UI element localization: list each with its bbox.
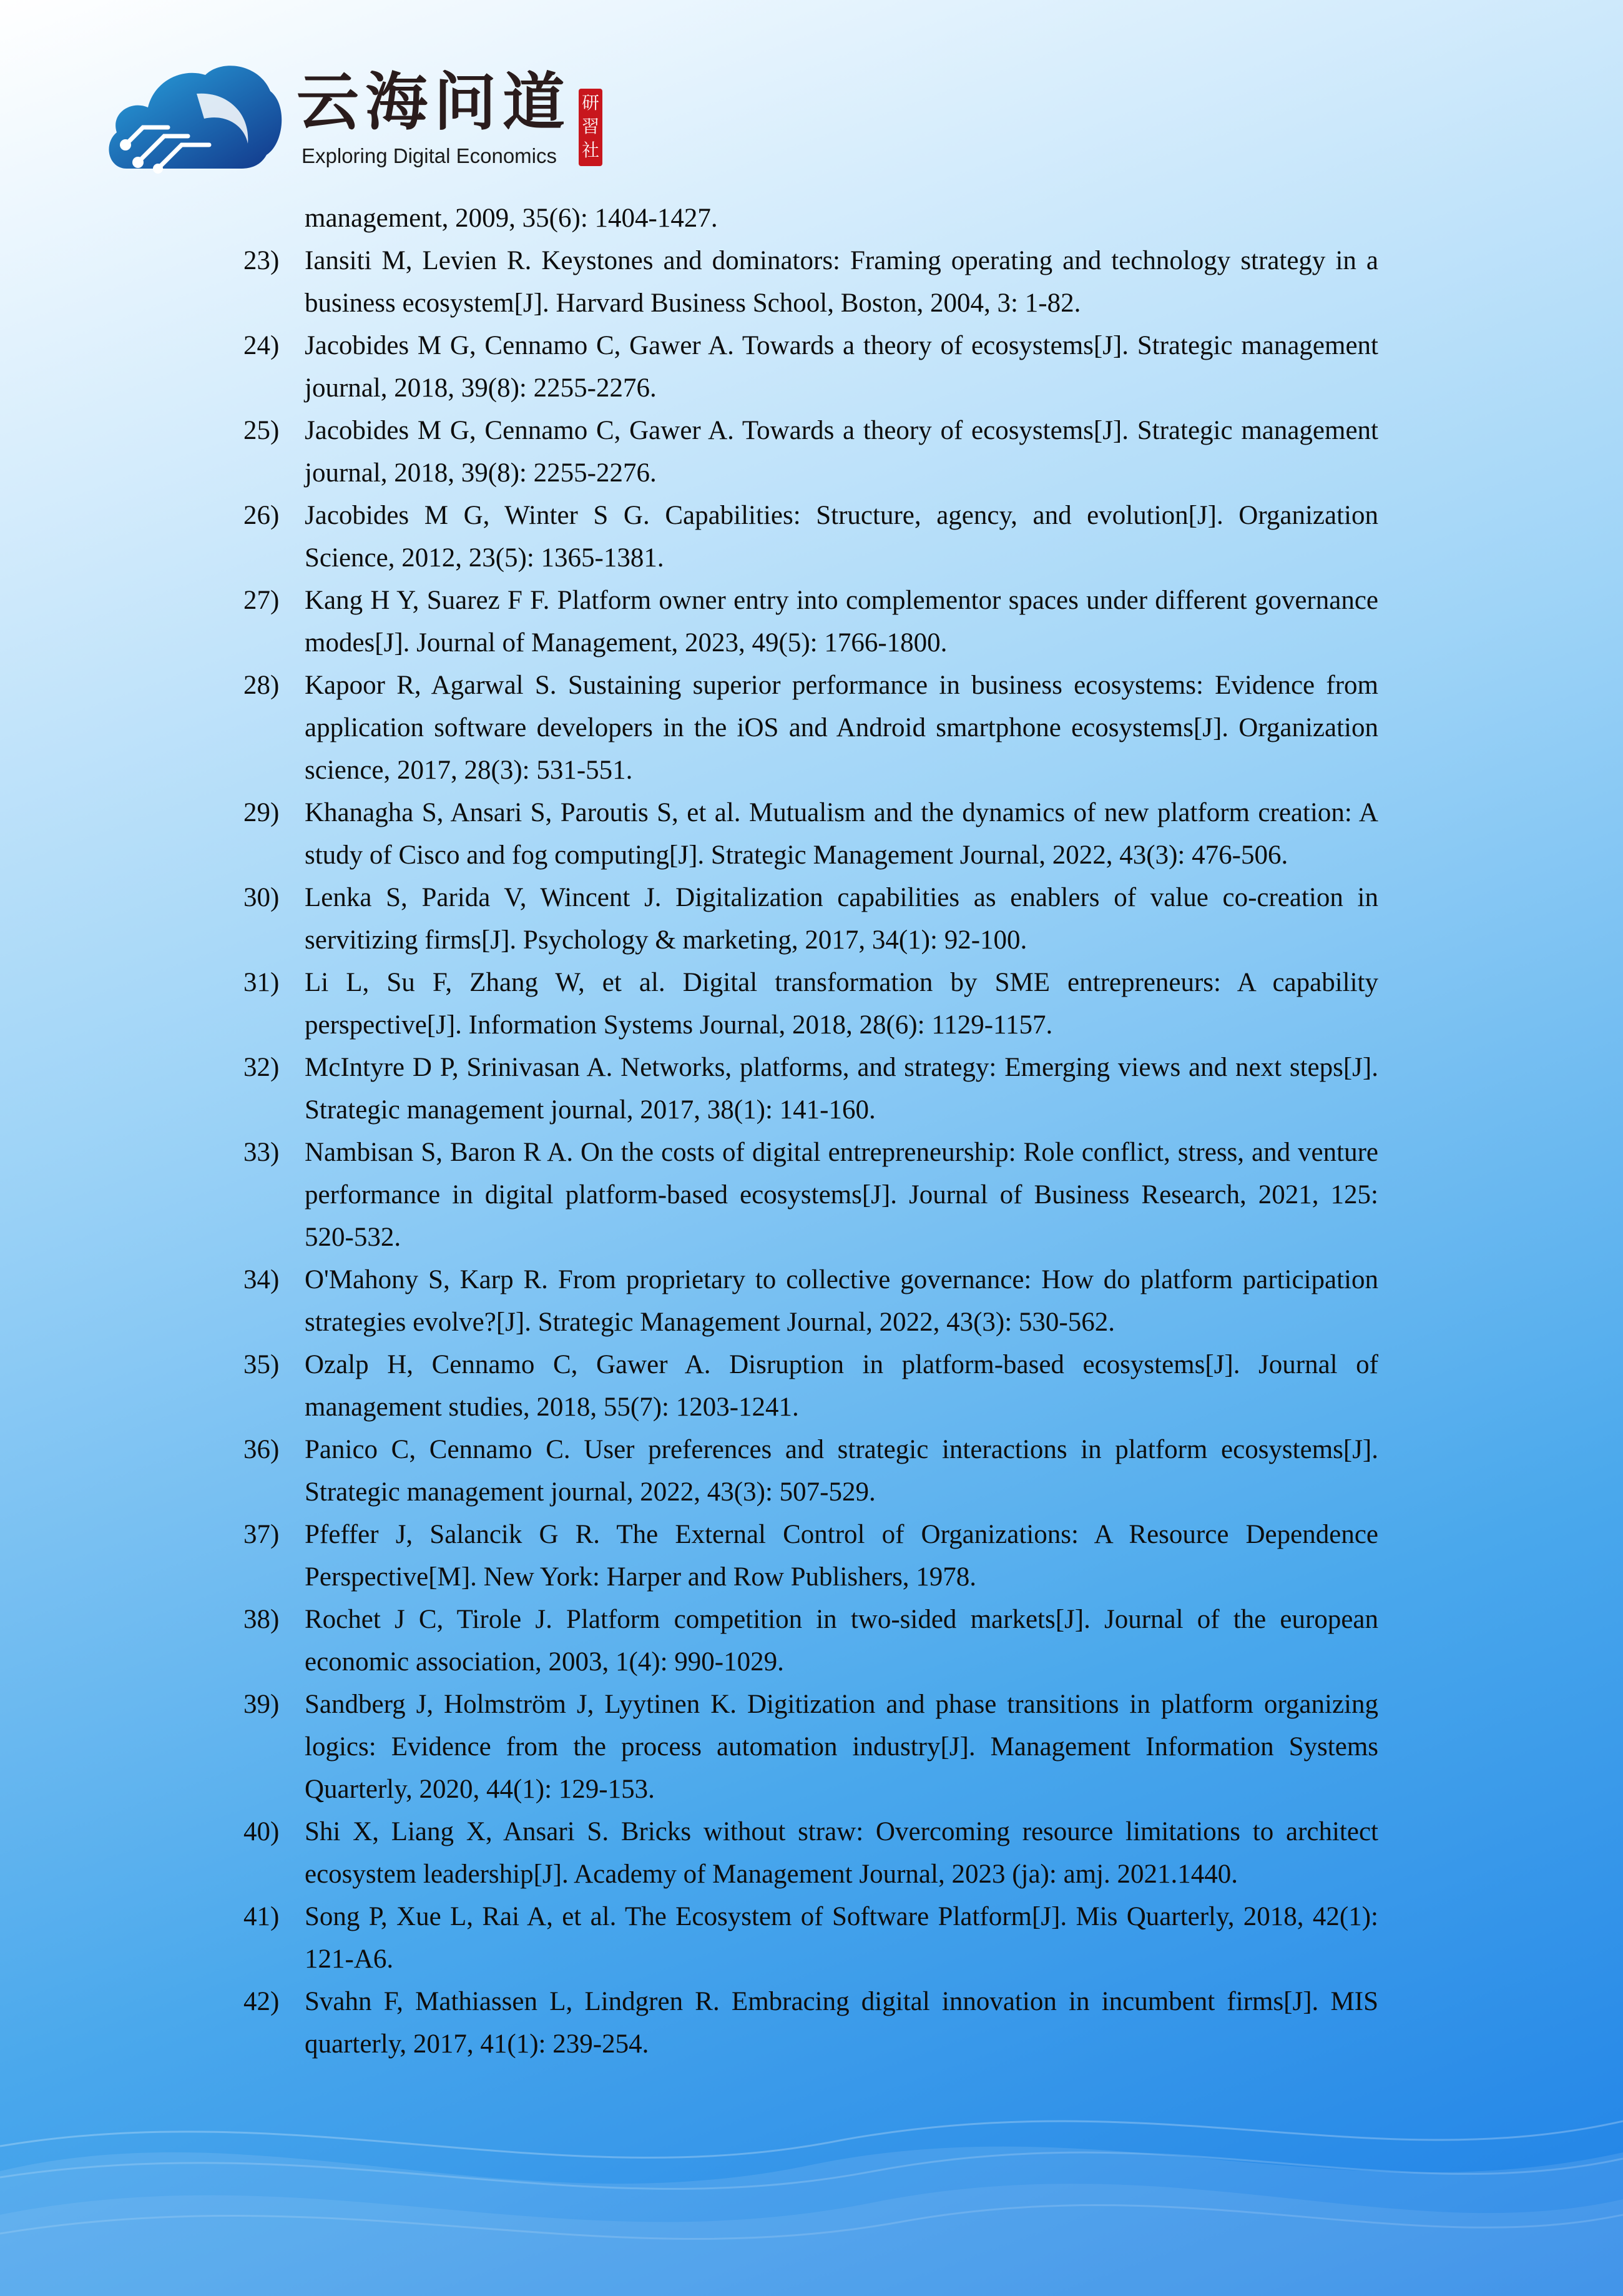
reference-text: Kapoor R, Agarwal S. Sustaining superior performance in business ecosystems: Evidence from application software developers in the iOS and Android smartphone ecosystems[J]. Organization science, 2017, 28(3): 531-551. xyxy=(305,671,1378,785)
reference-text: Li L, Su F, Zhang W, et al. Digital transformation by SME entrepreneurs: A capability perspective[J]. Information Systems Journal, 2018, 28(6): 1129-1157. xyxy=(305,968,1378,1040)
reference-number: 38) xyxy=(243,1605,280,1634)
reference-item xyxy=(0,792,1623,877)
reference-text: O'Mahony S, Karp R. From proprietary to collective governance: How do platform participation strategies evolve?[J]. Strategic Management Journal, 2022, 43(3): 530-562. xyxy=(305,1265,1378,1337)
reference-number: 40) xyxy=(243,1817,280,1846)
reference-text: Panico C, Cennamo C. User preferences and strategic interactions in platform ecosystems[J]. Strategic management journal, 2022, 43(3): 507-529. xyxy=(305,1435,1378,1507)
reference-item xyxy=(0,664,1623,792)
reference-number: 37) xyxy=(243,1520,280,1549)
reference-item xyxy=(0,1981,1623,2066)
reference-text: Jacobides M G, Winter S G. Capabilities: Structure, agency, and evolution[J]. Organization Science, 2012, 23(5): 1365-1381. xyxy=(305,501,1378,573)
logo xyxy=(103,56,621,175)
reference-item xyxy=(0,410,1623,495)
reference-number: 42) xyxy=(243,1987,280,2016)
reference-item xyxy=(0,1599,1623,1683)
reference-number: 25) xyxy=(243,416,280,445)
reference-item xyxy=(0,1683,1623,1811)
reference-number: 27) xyxy=(243,586,280,615)
reference-text: Khanagha S, Ansari S, Paroutis S, et al. Mutualism and the dynamics of new platform creation: A study of Cisco and fog computing[J]. Strategic Management Journal, 2022, 43(3): 476-506. xyxy=(305,798,1378,870)
reference-text: McIntyre D P, Srinivasan A. Networks, platforms, and strategy: Emerging views and next steps[J]. Strategic management journal, 2017, 38(1): 141-160. xyxy=(305,1053,1378,1125)
reference-text: Sandberg J, Holmström J, Lyytinen K. Digitization and phase transitions in platform organizing logics: Evidence from the process automation industry[J]. Management Information Systems Quarterly, 2020, 44(1): 129-153. xyxy=(305,1690,1378,1804)
reference-number: 33) xyxy=(243,1138,280,1167)
reference-item xyxy=(0,1344,1623,1429)
cloud-circuit-icon xyxy=(103,56,284,175)
reference-text: Pfeffer J, Salancik G R. The External Control of Organizations: A Resource Dependence Perspective[M]. New York: Harper and Row Publishers, 1978. xyxy=(305,1520,1378,1592)
reference-number: 26) xyxy=(243,501,280,530)
reference-item xyxy=(0,1811,1623,1896)
reference-number: 28) xyxy=(243,671,280,700)
reference-item xyxy=(0,240,1623,325)
reference-number: 30) xyxy=(243,883,280,912)
reference-number: 36) xyxy=(243,1435,280,1464)
seal-stamp xyxy=(579,89,602,166)
reference-text: Song P, Xue L, Rai A, et al. The Ecosystem of Software Platform[J]. Mis Quarterly, 2018, 42(1): 121-A6. xyxy=(305,1902,1378,1974)
reference-item xyxy=(0,1259,1623,1344)
reference-text: Svahn F, Mathiassen L, Lindgren R. Embracing digital innovation in incumbent firms[J]. MIS quarterly, 2017, 41(1): 239-254. xyxy=(305,1987,1378,2059)
reference-item xyxy=(0,579,1623,664)
reference-text: management, 2009, 35(6): 1404-1427. xyxy=(305,204,718,233)
reference-item xyxy=(0,495,1623,579)
reference-number: 31) xyxy=(243,968,280,997)
reference-text: Nambisan S, Baron R A. On the costs of digital entrepreneurship: Role conflict, stress, and venture performance in digital platform-based ecosystems[J]. Journal of Business Research, 2021, 125: 520-532. xyxy=(305,1138,1378,1252)
reference-text: Lenka S, Parida V, Wincent J. Digitalization capabilities as enablers of value co‐creation in servitizing firms[J]. Psychology & marketing, 2017, 34(1): 92-100. xyxy=(305,883,1378,955)
reference-item xyxy=(0,877,1623,962)
reference-number: 35) xyxy=(243,1350,280,1379)
reference-item xyxy=(0,1896,1623,1981)
reference-number: 23) xyxy=(243,246,280,275)
reference-item xyxy=(0,1429,1623,1514)
reference-item xyxy=(0,325,1623,410)
reference-number: 32) xyxy=(243,1053,280,1082)
reference-item xyxy=(0,1047,1623,1131)
reference-item xyxy=(0,1514,1623,1599)
background-waves xyxy=(0,2071,1623,2296)
seal-char: 研 xyxy=(581,92,599,113)
reference-text: Rochet J C, Tirole J. Platform competition in two-sided markets[J]. Journal of the european economic association, 2003, 1(4): 990-1029. xyxy=(305,1605,1378,1677)
reference-text: Ozalp H, Cennamo C, Gawer A. Disruption in platform‐based ecosystems[J]. Journal of management studies, 2018, 55(7): 1203-1241. xyxy=(305,1350,1378,1422)
reference-number: 29) xyxy=(243,798,280,827)
reference-text: Kang H Y, Suarez F F. Platform owner entry into complementor spaces under different governance modes[J]. Journal of Management, 2023, 49(5): 1766-1800. xyxy=(305,586,1378,658)
logo-title: 云海问道 xyxy=(297,65,571,139)
reference-text: Iansiti M, Levien R. Keystones and dominators: Framing operating and technology strategy in a business ecosystem[J]. Harvard Business School, Boston, 2004, 3: 1-82. xyxy=(305,246,1378,318)
reference-item xyxy=(0,1131,1623,1259)
reference-number: 34) xyxy=(243,1265,280,1294)
seal-char: 社 xyxy=(581,140,599,160)
reference-number: 41) xyxy=(243,1902,280,1931)
reference-number: 24) xyxy=(243,331,280,360)
reference-text: Jacobides M G, Cennamo C, Gawer A. Towards a theory of ecosystems[J]. Strategic management journal, 2018, 39(8): 2255-2276. xyxy=(305,331,1378,403)
logo-subtitle: Exploring Digital Economics xyxy=(302,144,557,167)
reference-text: Shi X, Liang X, Ansari S. Bricks without straw: Overcoming resource limitations to architect ecosystem leadership[J]. Academy of Management Journal, 2023 (ja): amj. 2021.1440. xyxy=(305,1817,1378,1889)
reference-number: 39) xyxy=(243,1690,280,1719)
reference-item xyxy=(0,197,1623,240)
reference-item xyxy=(0,962,1623,1047)
seal-char: 習 xyxy=(581,116,599,137)
reference-list xyxy=(0,197,1623,2066)
reference-text: Jacobides M G, Cennamo C, Gawer A. Towards a theory of ecosystems[J]. Strategic management journal, 2018, 39(8): 2255-2276. xyxy=(305,416,1378,488)
